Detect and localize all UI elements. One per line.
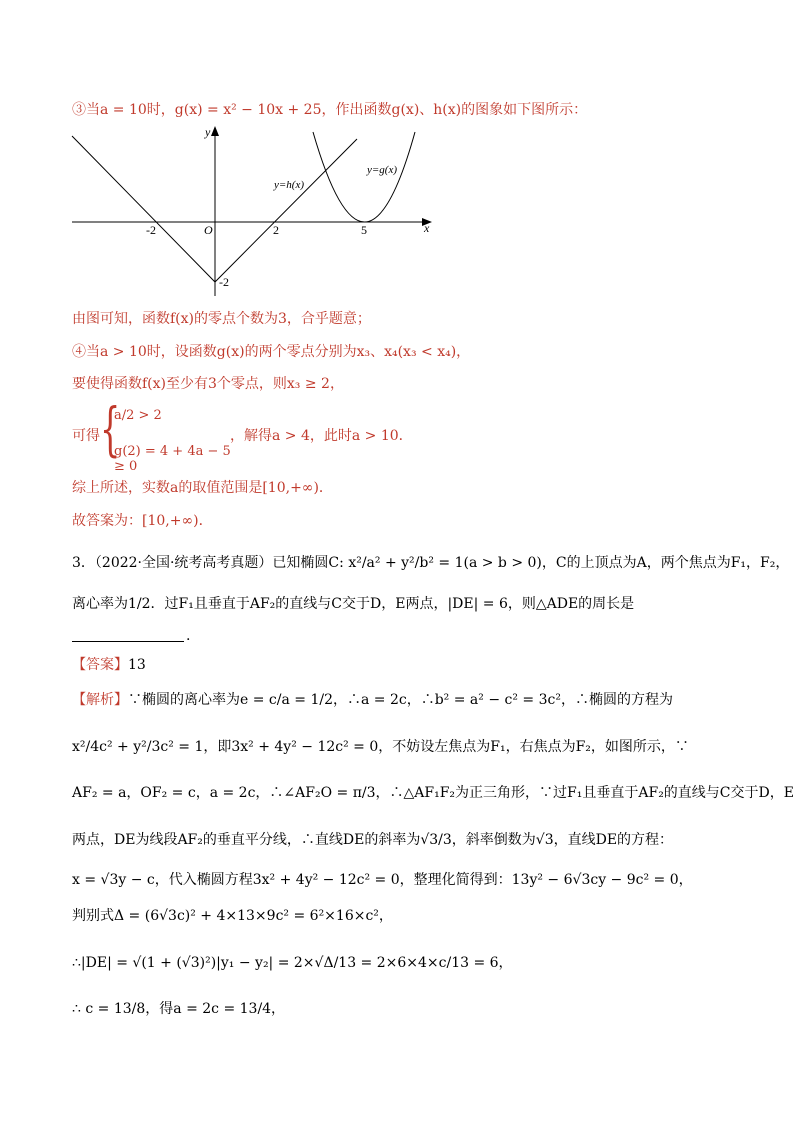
problem-3-cont-text: 离心率为1/2．过F₁且垂直于AF₂的直线与C交于D，E两点，|DE| = 6，则△ADE的周长是 <box>72 596 635 612</box>
line-analysis <box>72 690 754 710</box>
final-answer-text: 故答案为：[10,+∞)． <box>72 513 213 529</box>
analysis-text-2: x²/4c² + y²/3c² = 1，即3x² + 4y² − 12c² = 0，不妨设左焦点为F₁，右焦点为F₂，如图所示，∵ <box>72 739 689 755</box>
analysis-text-5: x = √3y − c，代入椭圆方程3x² + 4y² − 12c² = 0，整理化简得到：13y² − 6√3cy − 9c² = 0， <box>72 872 693 888</box>
g-curve <box>313 132 415 222</box>
system-suffix: ，解得a > 4，此时a > 10． <box>230 428 413 444</box>
left-brace: { <box>100 395 121 463</box>
tick-label-5: 5 <box>361 223 367 237</box>
line-analysis-6 <box>72 906 754 926</box>
h-curve-label: y=h(x) <box>274 179 305 191</box>
analysis-text-3: AF₂ = a，OF₂ = c，a = 2c，∴∠AF₂O = π/3，∴△AF₁F₂为正三角形，∵过F₁且垂直于AF₂的直线与C交于D，E <box>72 785 794 801</box>
system-case-2: g(2) = 4 + 4a − 5 ≥ 0 <box>114 444 231 474</box>
line-problem-3-cont <box>72 594 754 614</box>
inequality-system <box>100 395 240 474</box>
y-axis-arrow <box>211 126 219 136</box>
system-case-1: a/2 > 2 <box>114 408 162 423</box>
line-analysis-8 <box>72 999 754 1019</box>
answer-tag: 【答案】 <box>72 657 128 673</box>
origin-label: O <box>204 223 213 237</box>
problem-3-text: 3．（2022·全国·统考高考真题）已知椭圆C: x²/a² + y²/b² = 1(a > b > 0)，C的上顶点为A，两个焦点为F₁，F₂， <box>72 555 790 571</box>
summary-text: 综上所述，实数a的取值范围是[10,+∞)． <box>72 480 333 496</box>
condition-text: 要使得函数f(x)至少有3个零点，则x₃ ≥ 2， <box>72 376 344 392</box>
line-case3-intro <box>72 100 754 120</box>
function-graph <box>70 124 450 300</box>
tick-label-neg2: -2 <box>146 223 156 237</box>
line-condition <box>72 374 754 394</box>
answer-value: 13 <box>128 657 146 673</box>
analysis-text-1: ∵椭圆的离心率为e = c/a = 1/2，∴a = 2c，∴b² = a² − c² = 3c²，∴椭圆的方程为 <box>128 692 673 708</box>
analysis-text-4: 两点，DE为线段AF₂的垂直平分线，∴直线DE的斜率为√3/3，斜率倒数为√3，直线DE的方程： <box>72 832 674 848</box>
line-analysis-7 <box>72 953 754 973</box>
y-axis-label: y <box>205 125 211 139</box>
line-case4 <box>72 342 754 362</box>
line-blank-end <box>186 626 754 646</box>
line-analysis-2 <box>72 737 754 757</box>
conclusion-3-text: 由图可知，函数f(x)的零点个数为3，合乎题意； <box>72 311 371 327</box>
tick-label-2: 2 <box>273 223 279 237</box>
line-problem-3 <box>72 553 790 573</box>
line-system-suffix <box>230 426 754 446</box>
answer-blank <box>72 641 184 642</box>
line-final-answer <box>72 511 754 531</box>
line-analysis-4 <box>72 830 754 850</box>
case4-text: ④当a > 10时，设函数g(x)的两个零点分别为x₃、x₄(x₃ < x₄)， <box>72 344 471 360</box>
x-axis-label: x <box>424 221 430 235</box>
line-answer <box>72 655 754 675</box>
line-summary <box>72 478 754 498</box>
y-tick-label-neg2: -2 <box>219 275 229 289</box>
analysis-text-6: 判别式Δ = (6√3c)² + 4×13×9c² = 6²×16×c²， <box>72 908 393 924</box>
analysis-text-8: ∴ c = 13/8，得a = 2c = 13/4， <box>72 1001 286 1017</box>
line-conclusion-3 <box>72 309 754 329</box>
blank-period: . <box>186 628 191 644</box>
analysis-tag: 【解析】 <box>72 692 128 708</box>
g-curve-label: y=g(x) <box>367 164 398 176</box>
system-prefix: 可得 <box>72 428 100 444</box>
case3-text: ③当a = 10时，g(x) = x² − 10x + 25，作出函数g(x)、h(x)的图象如下图所示： <box>72 102 588 118</box>
analysis-text-7: ∴|DE| = √(1 + (√3)²)|y₁ − y₂| = 2×√Δ/13 = 2×6×4×c/13 = 6， <box>72 955 513 971</box>
line-analysis-5 <box>72 870 754 890</box>
line-analysis-3 <box>72 783 794 803</box>
